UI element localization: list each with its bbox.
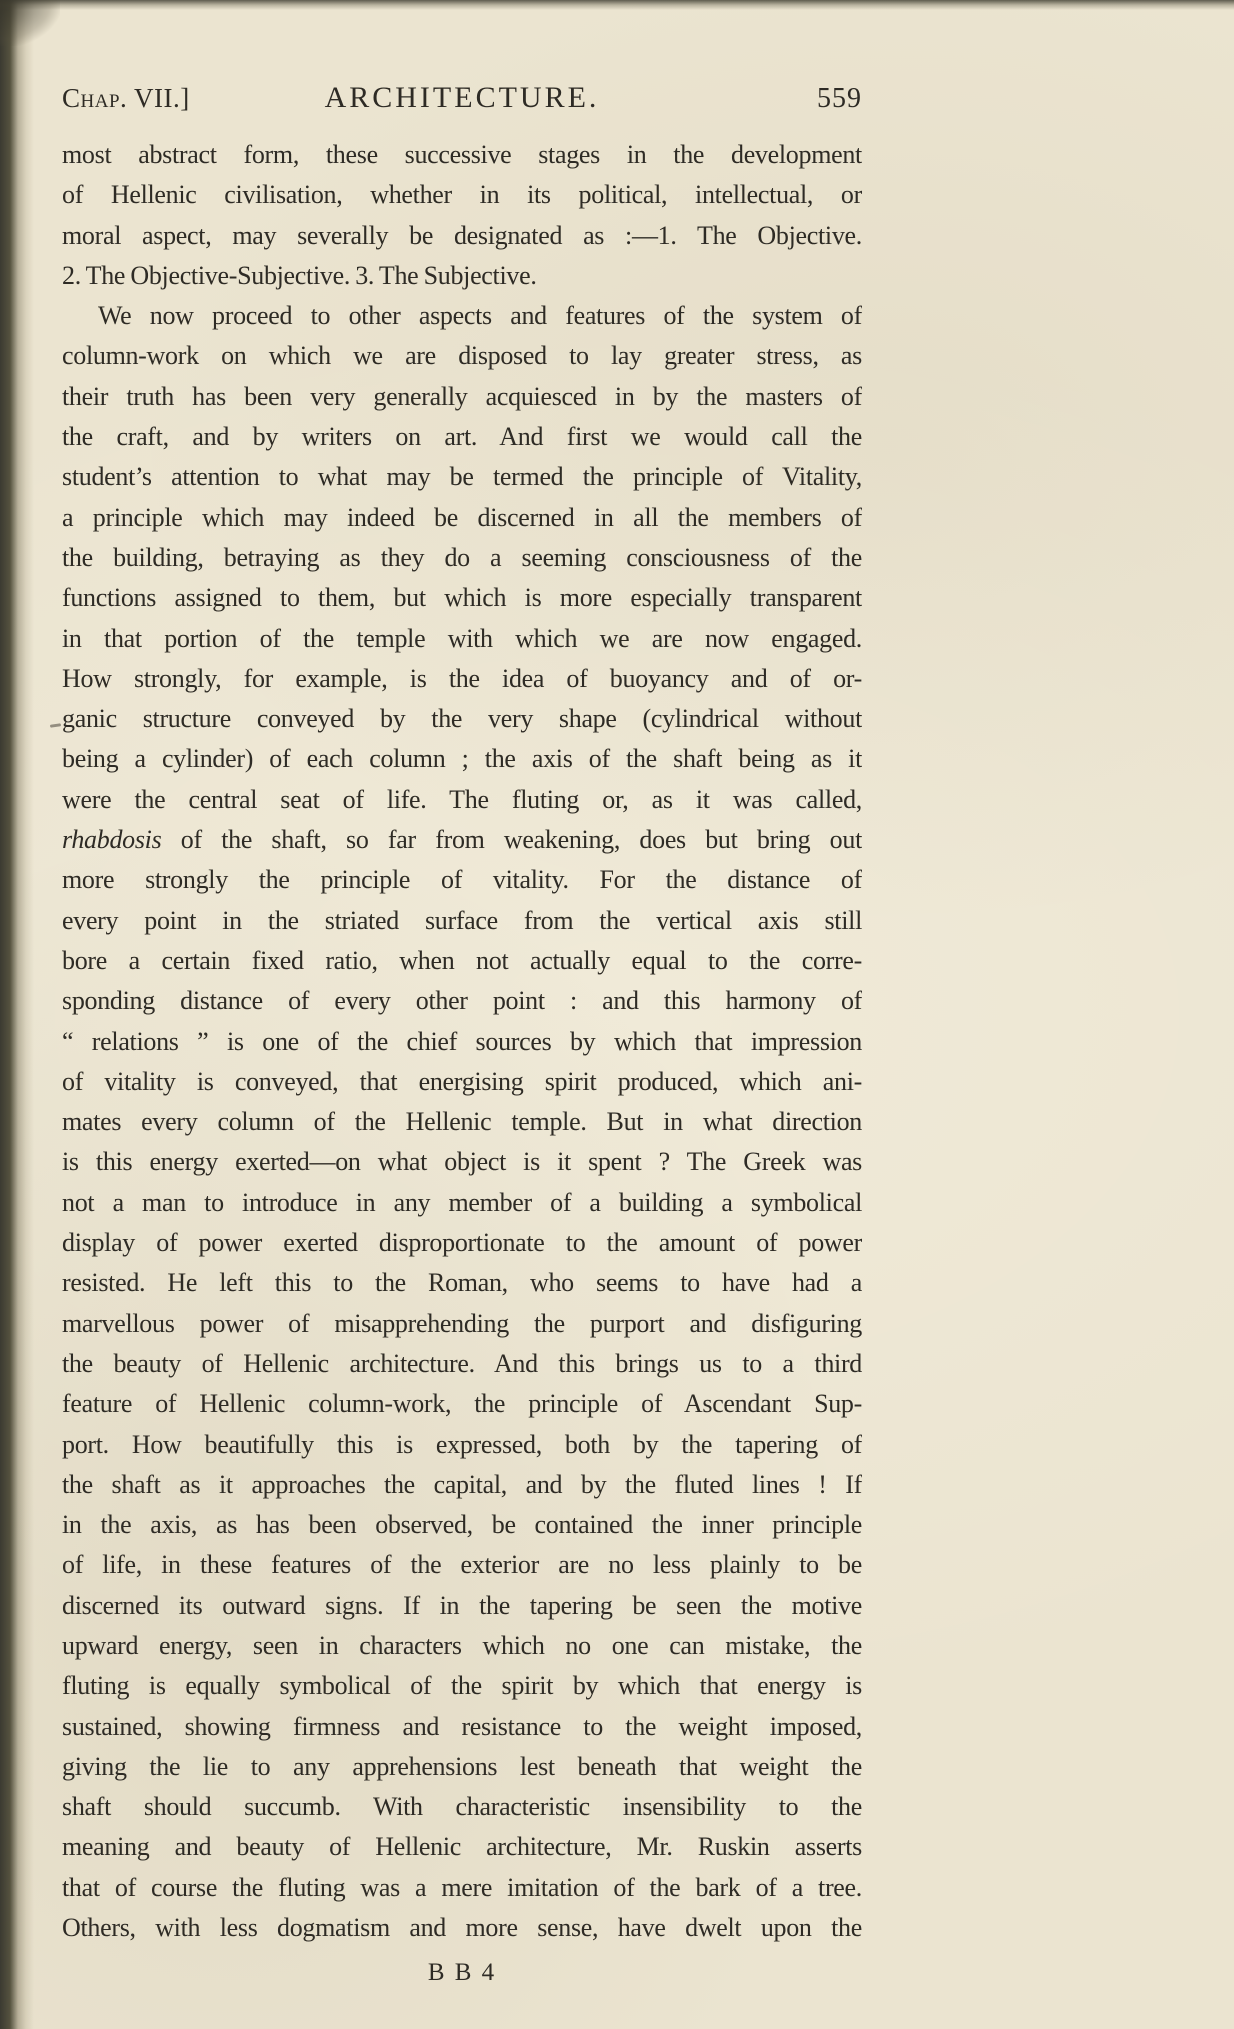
text-line: functions assigned to them, but which is more especially transparent [62, 583, 862, 613]
text-line: of Hellenic civilisation, whether in its political, intellectual, or [62, 180, 862, 210]
text-line: student’s attention to what may be termed the principle of Vitality, [62, 462, 862, 492]
chapter-label: Chap. VII.] [62, 83, 190, 113]
text-line: column-work on which we are disposed to lay greater stress, as [62, 341, 862, 371]
text-line: marvellous power of misapprehending the purport and disfiguring [62, 1308, 862, 1338]
page-number: 559 [817, 83, 862, 114]
text-line: the beauty of Hellenic architecture. And this brings us to a third [62, 1348, 862, 1378]
text-line: in the axis, as has been observed, be contained the inner principle [62, 1510, 862, 1540]
text-line: every point in the striated surface from the vertical axis still [62, 905, 862, 935]
text-line: meaning and beauty of Hellenic architecture, Mr. Ruskin asserts [62, 1832, 862, 1862]
text-line: not a man to introduce in any member of a building a symbolical [62, 1187, 862, 1217]
text-line: sponding distance of every other point : and this harmony of [62, 986, 862, 1016]
text-line: their truth has been very generally acquiesced in by the masters of [62, 381, 862, 411]
text-line: ganic structure conveyed by the very shape (cylindrical without [62, 704, 862, 734]
signature-mark: B B 4 [427, 1959, 497, 1987]
text-line: 2. The Objective-Subjective. 3. The Subjective. [62, 260, 537, 290]
page-header [62, 80, 862, 117]
text-line: of vitality is conveyed, that energising spirit produced, which ani- [62, 1066, 862, 1096]
scan-edge-shadow [0, 0, 1234, 10]
page-body [62, 135, 862, 1948]
text-line: the craft, and by writers on art. And first we would call the [62, 422, 862, 452]
text-line: the building, betraying as they do a seeming consciousness of the [62, 542, 862, 572]
text-line: rhabdosis of the shaft, so far from weakening, does but bring out [62, 825, 862, 855]
text-line: giving the lie to any apprehensions lest beneath that weight the [62, 1751, 862, 1781]
text-line: moral aspect, may severally be designated as :—1. The Objective. [62, 220, 862, 250]
text-line: display of power exerted disproportionate to the amount of power [62, 1228, 862, 1258]
running-title: ARCHITECTURE. [324, 81, 600, 114]
text-line: of life, in these features of the exterior are no less plainly to be [62, 1550, 862, 1580]
text-line: Others, with less dogmatism and more sense, have dwelt upon the [62, 1913, 862, 1943]
text-line: mates every column of the Hellenic temple. But in what direction [62, 1107, 862, 1137]
text-line: fluting is equally symbolical of the spirit by which that energy is [62, 1671, 862, 1701]
text-line: resisted. He left this to the Roman, who seems to have had a [62, 1268, 862, 1298]
text-line: is this energy exerted—on what object is it spent ? The Greek was [62, 1147, 862, 1177]
text-line: bore a certain fixed ratio, when not actually equal to the corre- [62, 945, 862, 975]
text-line: sustained, showing firmness and resistance to the weight imposed, [62, 1711, 862, 1741]
text-line: “ relations ” is one of the chief sources by which that impression [62, 1026, 862, 1056]
scan-corner-shadow [0, 0, 60, 46]
text-block [62, 80, 862, 1988]
text-line: in that portion of the temple with which we are now engaged. [62, 623, 862, 653]
text-line: shaft should succumb. With characteristic insensibility to the [62, 1792, 862, 1822]
scan-gutter-shadow [0, 0, 34, 2029]
text-line: discerned its outward signs. If in the tapering be seen the motive [62, 1590, 862, 1620]
text-line: most abstract form, these successive stages in the development [62, 140, 862, 169]
text-line: How strongly, for example, is the idea of buoyancy and of or- [62, 663, 862, 693]
text-line: that of course the fluting was a mere imitation of the bark of a tree. [62, 1872, 862, 1902]
text-line: were the central seat of life. The fluting or, as it was called, [62, 784, 862, 814]
print-artifact-mark [50, 723, 61, 728]
text-line: We now proceed to other aspects and features of the system of [98, 301, 862, 331]
text-line: port. How beautifully this is expressed, both by the tapering of [62, 1429, 862, 1459]
text-line: more strongly the principle of vitality. For the distance of [62, 865, 862, 895]
text-line: upward energy, seen in characters which no one can mistake, the [62, 1630, 862, 1660]
text-line: feature of Hellenic column-work, the principle of Ascendant Sup- [62, 1389, 862, 1419]
text-line: a principle which may indeed be discerned in all the members of [62, 502, 862, 532]
text-line: being a cylinder) of each column ; the axis of the shaft being as it [62, 744, 862, 774]
text-line: the shaft as it approaches the capital, and by the fluted lines ! If [62, 1469, 862, 1499]
